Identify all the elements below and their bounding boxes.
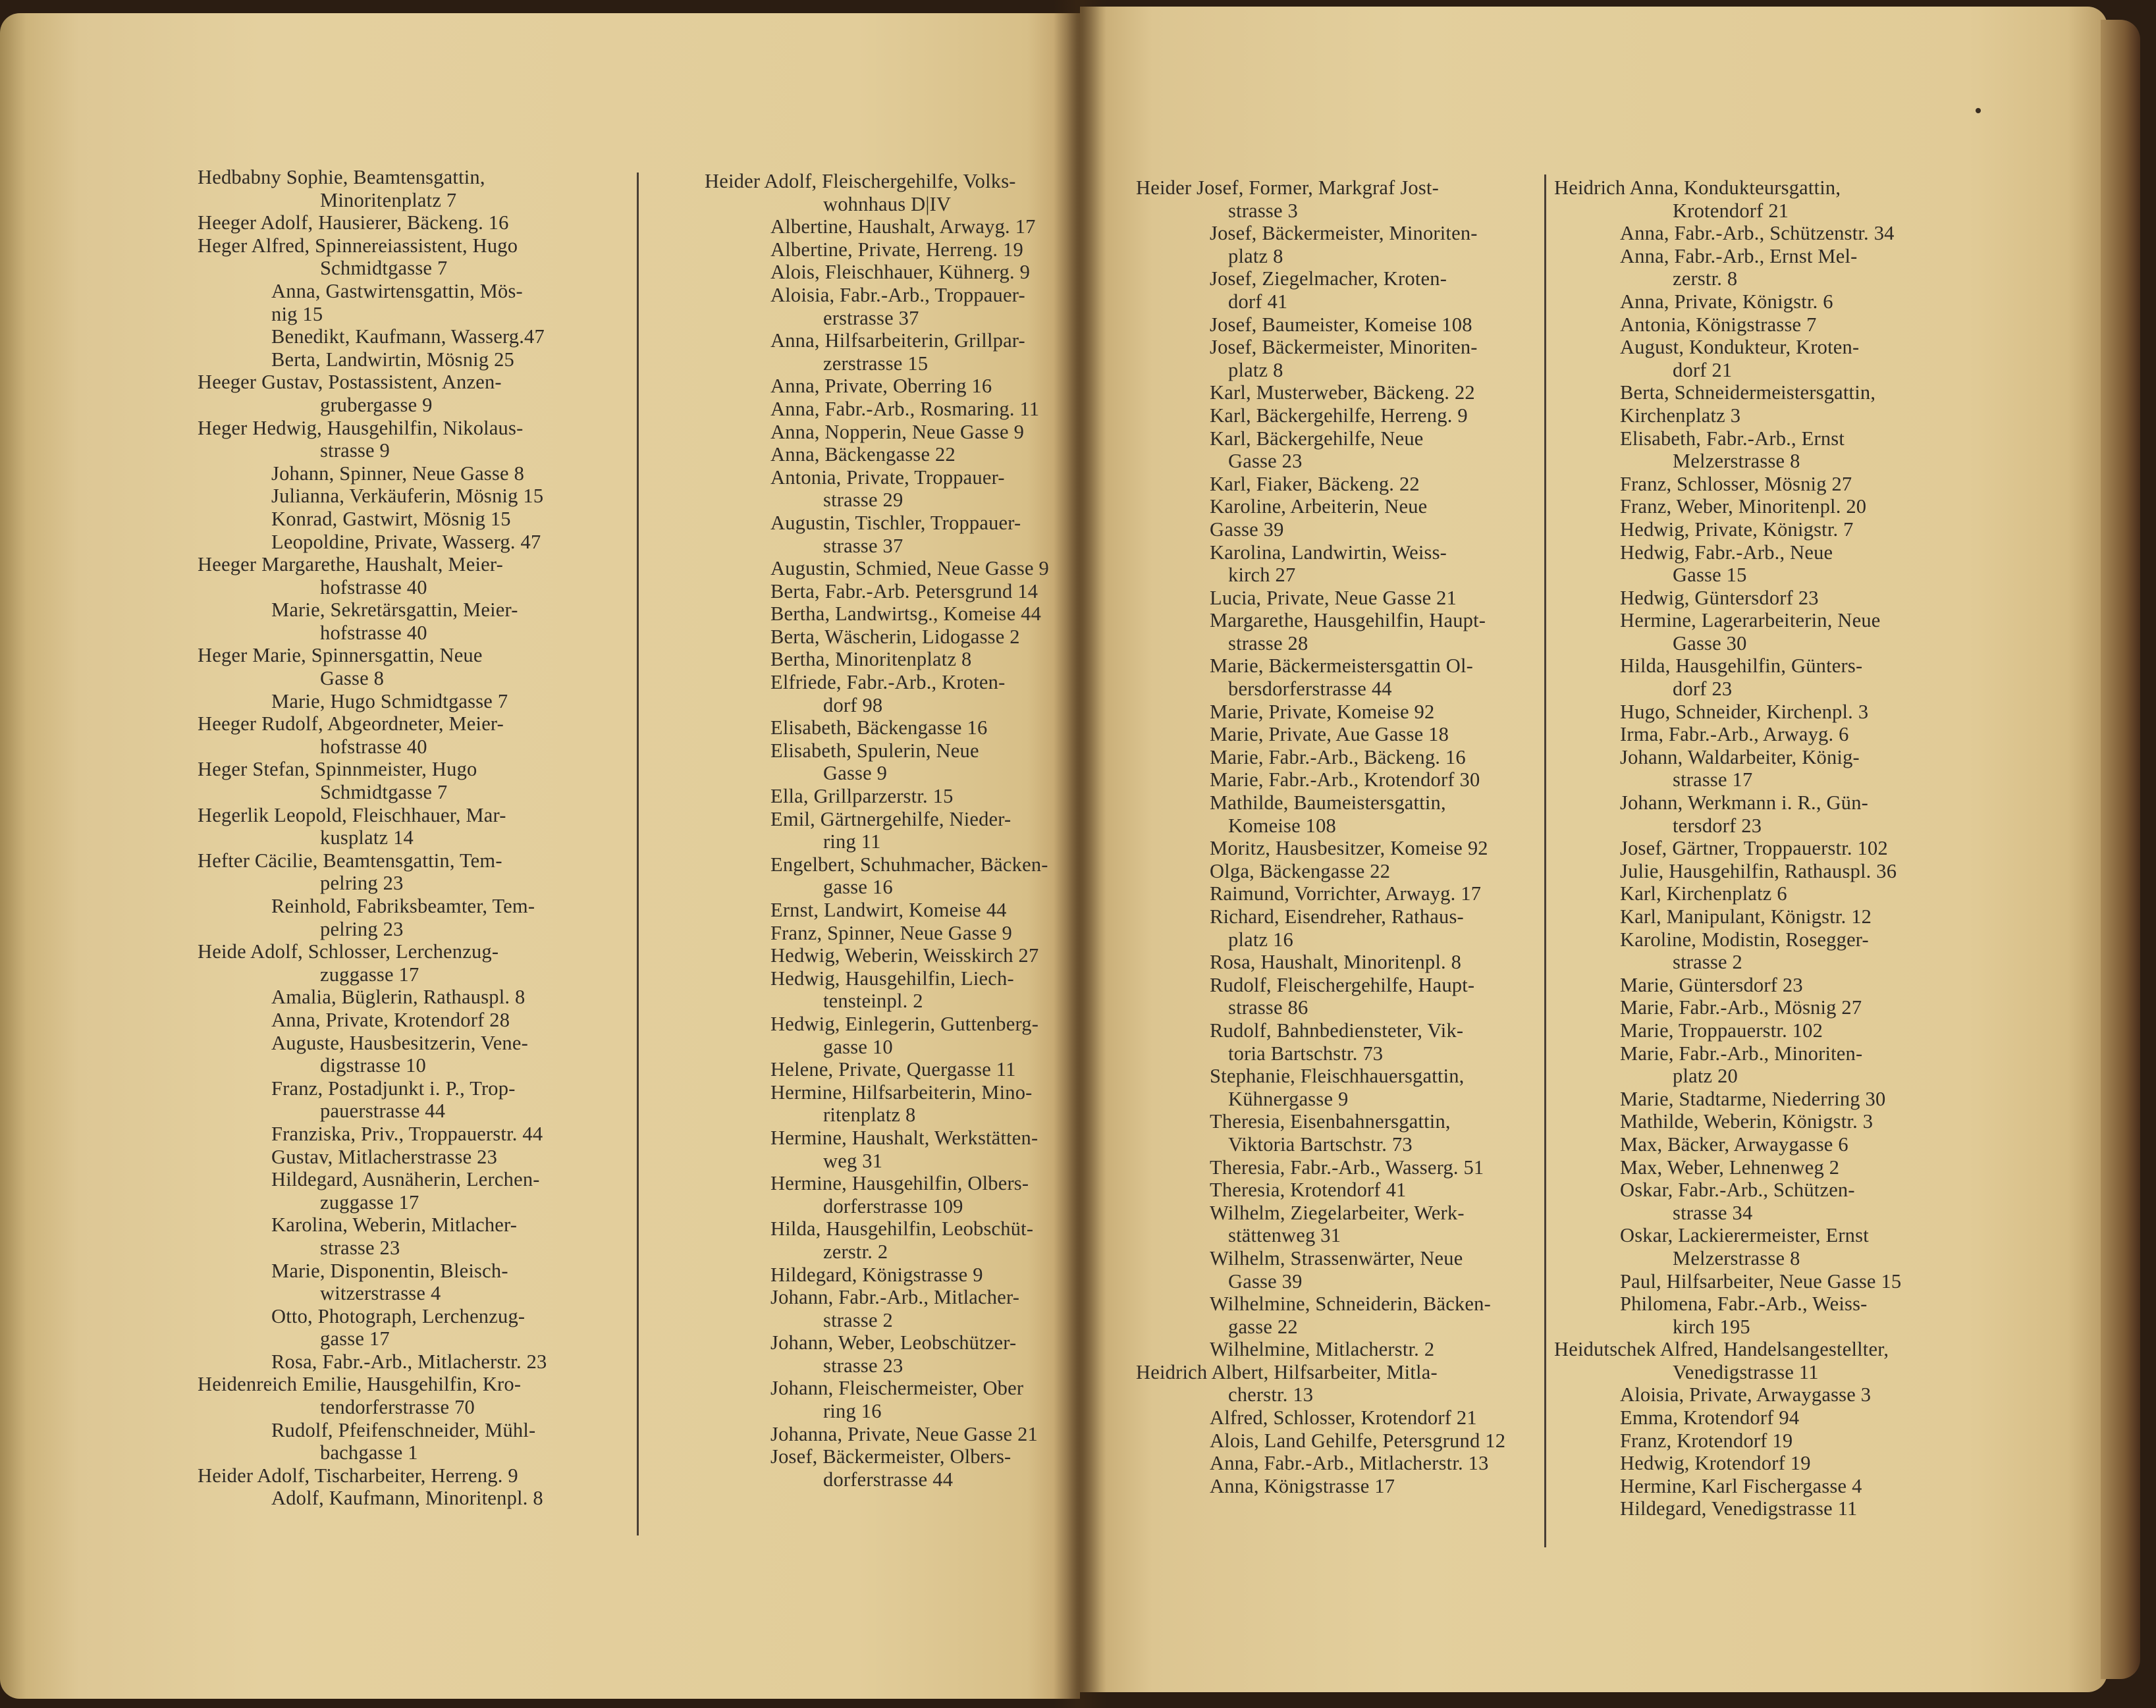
directory-sub-entry: Marie, Private, Aue Gasse 18 [1210,723,1449,746]
directory-sub-entry: Karl, Manipulant, Königstr. 12 [1620,905,1872,928]
directory-entry-continuation: wohnhaus D|IV [823,192,952,215]
directory-sub-entry: Karl, Bäckergehilfe, Herreng. 9 [1210,404,1468,427]
directory-sub-entry: Aloisia, Private, Arwaygasse 3 [1620,1383,1872,1406]
directory-sub-entry: Marie, Fabr.-Arb., Minoriten- [1620,1042,1863,1065]
directory-entry: Heger Alfred, Spinnereiassistent, Hugo [198,234,518,257]
directory-entry-continuation: tendorferstrasse 70 [320,1396,475,1419]
directory-entry: Hefter Cäcilie, Beamtensgattin, Tem- [198,849,502,872]
directory-sub-entry: Marie, Troppauerstr. 102 [1620,1019,1823,1042]
directory-entry-continuation: gasse 22 [1228,1315,1298,1338]
directory-sub-entry: Josef, Bäckermeister, Olbers- [770,1445,1011,1468]
directory-entry: Heider Josef, Former, Markgraf Jost- [1136,176,1439,199]
directory-sub-entry: Rudolf, Bahnbediensteter, Vik- [1210,1019,1464,1042]
directory-entry: Heider Adolf, Tischarbeiter, Herreng. 9 [198,1464,518,1487]
directory-entry-continuation: dorferstrasse 109 [823,1194,963,1217]
directory-entry-continuation: zerstr. 2 [823,1240,888,1263]
directory-sub-entry: Hedwig, Fabr.-Arb., Neue [1620,541,1833,564]
directory-sub-entry: Marie, Sekretärsgattin, Meier- [271,599,518,622]
directory-sub-entry: Anna, Fabr.-Arb., Ernst Mel- [1620,244,1858,267]
directory-sub-entry: Julie, Hausgehilfin, Rathauspl. 36 [1620,859,1897,882]
directory-entry: Heger Stefan, Spinnmeister, Hugo [198,758,477,781]
directory-sub-entry: Marie, Stadtarme, Niederring 30 [1620,1087,1886,1110]
directory-sub-entry: Berta, Schneidermeistersgattin, [1620,381,1876,404]
directory-sub-entry: Franz, Weber, Minoritenpl. 20 [1620,495,1867,518]
directory-sub-entry: Hildegard, Königstrasse 9 [770,1263,983,1286]
directory-entry-continuation: tersdorf 23 [1673,814,1762,837]
directory-sub-entry: Philomena, Fabr.-Arb., Weiss- [1620,1293,1868,1316]
directory-entry-continuation: dorf 21 [1673,358,1733,381]
directory-sub-entry: Ella, Grillparzerstr. 15 [770,785,954,808]
directory-entry-continuation: bachgasse 1 [320,1441,418,1464]
directory-sub-entry: Hildegard, Ausnäherin, Lerchen- [271,1168,540,1191]
directory-entry-continuation: kirch 195 [1673,1315,1750,1338]
directory-sub-entry: Albertine, Private, Herreng. 19 [770,238,1023,261]
directory-sub-entry: Antonia, Königstrasse 7 [1620,313,1817,336]
book-spine [1054,0,1106,1708]
directory-sub-entry: Hermine, Hilfsarbeiterin, Mino- [770,1081,1033,1104]
directory-entry-continuation: bersdorferstrasse 44 [1228,678,1392,701]
directory-column-1 [198,166,619,1510]
directory-sub-entry: Rosa, Haushalt, Minoritenpl. 8 [1210,951,1462,974]
directory-entry-continuation: Gasse 9 [823,762,888,785]
directory-entry-continuation: strasse 9 [320,439,390,462]
directory-entry-continuation: hofstrasse 40 [320,621,427,644]
directory-sub-entry: Marie, Fabr.-Arb., Krotendorf 30 [1210,768,1480,791]
directory-sub-entry: Marie, Disponentin, Bleisch- [271,1259,508,1282]
directory-sub-entry: Amalia, Büglerin, Rathauspl. 8 [271,986,526,1009]
directory-sub-entry: Anna, Hilfsarbeiterin, Grillpar- [770,329,1025,352]
directory-sub-entry: Max, Bäcker, Arwaygasse 6 [1620,1133,1848,1156]
directory-sub-entry: Alfred, Schlosser, Krotendorf 21 [1210,1406,1477,1429]
directory-sub-entry: Aloisia, Fabr.-Arb., Troppauer- [770,283,1025,306]
directory-sub-entry: Augustin, Tischler, Troppauer- [770,511,1021,534]
directory-sub-entry: Johann, Weber, Leobschützer- [770,1331,1017,1354]
directory-sub-entry: Reinhold, Fabriksbeamter, Tem- [271,895,535,917]
directory-entry-continuation: platz 16 [1228,928,1293,951]
directory-sub-entry: Johann, Fleischermeister, Ober [770,1377,1024,1400]
directory-entry-continuation: pelring 23 [320,917,404,940]
directory-entry-continuation: weg 31 [823,1149,883,1172]
directory-sub-entry: Hedwig, Krotendorf 19 [1620,1452,1811,1475]
directory-sub-entry: Hilda, Hausgehilfin, Leobschüt- [770,1217,1034,1241]
directory-sub-entry: Gustav, Mitlacherstrasse 23 [271,1145,498,1168]
directory-column-3 [1136,176,1531,1497]
directory-sub-entry: Alois, Fleischhauer, Kühnerg. 9 [770,261,1031,284]
directory-sub-entry: Josef, Bäckermeister, Minoriten- [1210,336,1478,359]
directory-entry-continuation: strasse 28 [1228,631,1308,654]
directory-entry: Heeger Adolf, Hausierer, Bäckeng. 16 [198,211,509,234]
directory-entry-continuation: Gasse 30 [1673,631,1747,654]
directory-sub-entry: Emil, Gärtnergehilfe, Nieder- [770,807,1011,830]
directory-entry: Heeger Gustav, Postassistent, Anzen- [198,371,502,394]
directory-entry-continuation: ring 11 [823,830,881,853]
directory-sub-entry: Berta, Wäscherin, Lidogasse 2 [770,625,1020,648]
directory-entry-continuation: grubergasse 9 [320,393,433,416]
directory-sub-entry: Josef, Ziegelmacher, Kroten- [1210,267,1447,290]
directory-sub-entry: Johann, Spinner, Neue Gasse 8 [271,462,525,485]
directory-entry: Heide Adolf, Schlosser, Lerchenzug- [198,940,499,963]
directory-sub-entry: nig 15 [271,302,323,325]
directory-entry: Heidenreich Emilie, Hausgehilfin, Kro- [198,1373,522,1396]
directory-entry-continuation: ring 16 [823,1400,882,1423]
directory-entry-continuation: zerstr. 8 [1673,267,1738,290]
directory-sub-entry: Anna, Königstrasse 17 [1210,1474,1395,1497]
directory-sub-entry: Irma, Fabr.-Arb., Arwayg. 6 [1620,723,1849,746]
directory-entry-continuation: Viktoria Bartschstr. 73 [1228,1133,1413,1156]
directory-entry-continuation: witzerstrasse 4 [320,1282,441,1305]
directory-entry: Heider Adolf, Fleischergehilfe, Volks- [705,170,1016,192]
directory-entry-continuation: toria Bartschstr. 73 [1228,1042,1384,1065]
directory-sub-entry: Moritz, Hausbesitzer, Komeise 92 [1210,837,1488,860]
directory-entry-continuation: Minoritenplatz 7 [320,188,457,211]
directory-sub-entry: Hedwig, Private, Königstr. 7 [1620,518,1854,541]
directory-sub-entry: Margarethe, Hausgehilfin, Haupt- [1210,609,1486,632]
directory-sub-entry: Theresia, Fabr.-Arb., Wasserg. 51 [1210,1156,1484,1179]
directory-sub-entry: Wilhelm, Strassenwärter, Neue [1210,1246,1463,1269]
directory-sub-entry: Alois, Land Gehilfe, Petersgrund 12 [1210,1429,1506,1452]
directory-entry-continuation: dorferstrasse 44 [823,1468,954,1491]
directory-entry-continuation: Gasse 39 [1228,1269,1303,1293]
directory-sub-entry: Elisabeth, Bäckengasse 16 [770,716,988,739]
directory-sub-entry: Oskar, Fabr.-Arb., Schützen- [1620,1179,1855,1202]
directory-entry: Hedbabny Sophie, Beamtensgattin, [198,166,485,188]
directory-entry-continuation: kusplatz 14 [320,826,414,849]
directory-sub-entry: Raimund, Vorrichter, Arwayg. 17 [1210,882,1482,905]
directory-sub-entry: Hermine, Lagerarbeiterin, Neue [1620,609,1881,632]
directory-entry-continuation: strasse 3 [1228,199,1298,222]
directory-entry-continuation: dorf 23 [1673,678,1733,701]
directory-entry-continuation: strasse 17 [1673,768,1753,791]
directory-sub-entry: Hedwig, Einlegerin, Guttenberg- [770,1012,1039,1035]
directory-sub-entry: Albertine, Haushalt, Arwayg. 17 [770,215,1036,238]
directory-sub-entry: Josef, Gärtner, Troppauerstr. 102 [1620,837,1888,860]
directory-sub-entry: Marie, Bäckermeistersgattin Ol- [1210,654,1474,678]
directory-sub-entry: Franziska, Priv., Troppauerstr. 44 [271,1122,543,1145]
directory-entry-continuation: strasse 23 [320,1236,400,1259]
directory-sub-entry: Oskar, Lackierermeister, Ernst [1620,1224,1869,1247]
directory-sub-entry: Paul, Hilfsarbeiter, Neue Gasse 15 [1620,1269,1902,1293]
directory-entry-continuation: gasse 17 [320,1327,390,1350]
directory-sub-entry: Marie, Hugo Schmidtgasse 7 [271,689,508,712]
directory-sub-entry: Franz, Postadjunkt i. P., Trop- [271,1077,516,1100]
directory-sub-entry: Olga, Bäckengasse 22 [1210,859,1391,882]
directory-sub-entry: Berta, Fabr.-Arb. Petersgrund 14 [770,579,1038,602]
directory-sub-entry: Rudolf, Pfeifenschneider, Mühl- [271,1418,536,1441]
directory-sub-entry: Hugo, Schneider, Kirchenpl. 3 [1620,700,1869,723]
directory-sub-entry: Augustin, Schmied, Neue Gasse 9 [770,557,1049,580]
directory-sub-entry: Marie, Güntersdorf 23 [1620,973,1803,996]
directory-entry-continuation: cherstr. 13 [1228,1383,1314,1406]
directory-entry-continuation: stättenweg 31 [1228,1224,1341,1247]
directory-entry: Heidrich Anna, Kondukteursgattin, [1554,176,1841,199]
directory-sub-entry: Hedwig, Weberin, Weisskirch 27 [770,944,1039,967]
directory-sub-entry: Franz, Spinner, Neue Gasse 9 [770,921,1012,944]
directory-sub-entry: Wilhelmine, Schneiderin, Bäcken- [1210,1293,1491,1316]
directory-entry-continuation: Schmidtgasse 7 [320,781,448,804]
directory-sub-entry: Anna, Fabr.-Arb., Rosmaring. 11 [770,397,1040,420]
directory-sub-entry: Richard, Eisendreher, Rathaus- [1210,905,1464,928]
directory-sub-entry: Ernst, Landwirt, Komeise 44 [770,899,1007,921]
directory-sub-entry: Theresia, Eisenbahnersgattin, [1210,1110,1451,1133]
directory-sub-entry: Berta, Landwirtin, Mösnig 25 [271,348,515,371]
directory-sub-entry: Anna, Private, Krotendorf 28 [271,1008,510,1031]
directory-sub-entry: Hedwig, Güntersdorf 23 [1620,586,1819,609]
directory-entry-continuation: Melzerstrasse 8 [1673,450,1800,473]
directory-sub-entry: Mathilde, Baumeistersgattin, [1210,791,1446,814]
directory-sub-entry: Karl, Bäckergehilfe, Neue [1210,427,1424,450]
directory-entry-continuation: zuggasse 17 [320,1190,419,1214]
directory-sub-entry: Elfriede, Fabr.-Arb., Kroten- [770,671,1006,694]
directory-entry: Heeger Rudolf, Abgeordneter, Meier- [198,712,504,735]
directory-entry-continuation: strasse 86 [1228,996,1308,1019]
directory-entry-continuation: strasse 29 [823,489,903,512]
directory-sub-entry: Antonia, Private, Troppauer- [770,466,1005,489]
directory-entry-continuation: hofstrasse 40 [320,575,427,599]
directory-sub-entry: Anna, Fabr.-Arb., Schützenstr. 34 [1620,222,1895,245]
directory-sub-entry: Marie, Private, Komeise 92 [1210,700,1435,723]
directory-entry-continuation: pauerstrasse 44 [320,1100,446,1123]
directory-sub-entry: Mathilde, Weberin, Königstr. 3 [1620,1110,1873,1133]
directory-sub-entry: Johann, Werkmann i. R., Gün- [1620,791,1869,814]
directory-sub-entry: Johanna, Private, Neue Gasse 21 [770,1422,1038,1445]
directory-sub-entry: Helene, Private, Quergasse 11 [770,1058,1016,1081]
directory-entry-continuation: Gasse 23 [1228,450,1303,473]
directory-sub-entry: Hermine, Haushalt, Werkstätten- [770,1126,1038,1149]
directory-entry-continuation: Krotendorf 21 [1673,199,1789,222]
directory-entry-continuation: strasse 37 [823,534,903,557]
column-divider-left [637,173,639,1535]
directory-sub-entry: August, Kondukteur, Kroten- [1620,336,1860,359]
book-cover-edge [2101,20,2140,1679]
directory-entry-continuation: platz 8 [1228,244,1283,267]
directory-sub-entry: Bertha, Landwirtsg., Komeise 44 [770,602,1042,626]
directory-sub-entry: Marie, Fabr.-Arb., Mösnig 27 [1620,996,1862,1019]
directory-entry: Hegerlik Leopold, Fleischhauer, Mar- [198,803,506,826]
directory-entry-continuation: strasse 2 [823,1308,893,1331]
directory-sub-entry: Karl, Musterweber, Bäckeng. 22 [1210,381,1475,404]
directory-column-4 [1554,176,1976,1520]
directory-sub-entry: Otto, Photograph, Lerchenzug- [271,1304,526,1327]
directory-entry-continuation: strasse 34 [1673,1201,1753,1224]
directory-sub-entry: Julianna, Verkäuferin, Mösnig 15 [271,485,544,508]
directory-entry-continuation: Gasse 15 [1673,564,1747,587]
directory-sub-entry: Leopoldine, Private, Wasserg. 47 [271,530,541,553]
directory-entry-continuation: dorf 98 [823,693,883,716]
directory-entry-continuation: tensteinpl. 2 [823,990,923,1013]
directory-sub-entry: Emma, Krotendorf 94 [1620,1406,1800,1429]
directory-entry-continuation: zerstrasse 15 [823,352,929,375]
directory-entry-continuation: dorf 41 [1228,290,1288,313]
directory-column-2 [705,170,1060,1491]
directory-entry-continuation: platz 20 [1673,1065,1738,1088]
directory-sub-entry: Bertha, Minoritenplatz 8 [770,648,972,671]
directory-sub-entry: Benedikt, Kaufmann, Wasserg.47 [271,325,545,348]
directory-sub-entry: Anna, Fabr.-Arb., Mitlacherstr. 13 [1210,1452,1489,1475]
directory-entry-continuation: pelring 23 [320,872,404,895]
directory-sub-entry: Wilhelmine, Mitlacherstr. 2 [1210,1338,1435,1361]
directory-entry-continuation: Gasse 8 [320,667,385,690]
directory-entry-continuation: kirch 27 [1228,564,1296,587]
directory-sub-entry: Johann, Waldarbeiter, König- [1620,745,1860,768]
directory-entry-continuation: Schmidtgasse 7 [320,257,448,280]
directory-sub-entry: Josef, Bäckermeister, Minoriten- [1210,222,1478,245]
directory-entry-continuation: platz 8 [1228,358,1283,381]
directory-entry-continuation: zuggasse 17 [320,963,419,986]
directory-entry-continuation: strasse 23 [823,1354,903,1377]
directory-sub-entry: Johann, Fabr.-Arb., Mitlacher- [770,1286,1020,1309]
directory-sub-entry: Anna, Bäckengasse 22 [770,443,956,466]
directory-sub-entry: Elisabeth, Spulerin, Neue [770,739,979,762]
column-divider-right [1544,174,1546,1547]
directory-entry-continuation: gasse 10 [823,1035,893,1058]
directory-entry: Heger Hedwig, Hausgehilfin, Nikolaus- [198,416,524,439]
directory-sub-entry: Karolina, Weberin, Mitlacher- [271,1214,518,1237]
directory-sub-entry: Karoline, Modistin, Rosegger- [1620,928,1869,951]
directory-entry-continuation: Venedigstrasse 11 [1673,1360,1819,1383]
directory-sub-entry: Hermine, Hausgehilfin, Olbers- [770,1172,1029,1195]
directory-sub-entry: Marie, Fabr.-Arb., Bäckeng. 16 [1210,745,1466,768]
directory-sub-entry: Karolina, Landwirtin, Weiss- [1210,541,1447,564]
directory-sub-entry: Hilda, Hausgehilfin, Günters- [1620,654,1863,678]
directory-entry-continuation: Kühnergasse 9 [1228,1087,1349,1110]
directory-sub-entry: Wilhelm, Ziegelarbeiter, Werk- [1210,1201,1465,1224]
directory-sub-entry: Franz, Schlosser, Mösnig 27 [1620,472,1852,495]
directory-entry-continuation: gasse 16 [823,876,893,899]
directory-sub-entry: Adolf, Kaufmann, Minoritenpl. 8 [271,1487,543,1510]
directory-sub-entry: Konrad, Gastwirt, Mösnig 15 [271,507,511,530]
directory-sub-entry: Franz, Krotendorf 19 [1620,1429,1793,1452]
directory-sub-entry: Gasse 39 [1210,518,1284,541]
directory-sub-entry: Hermine, Karl Fischergasse 4 [1620,1474,1862,1497]
directory-sub-entry: Max, Weber, Lehnenweg 2 [1620,1156,1840,1179]
directory-sub-entry: Anna, Nopperin, Neue Gasse 9 [770,420,1025,443]
directory-entry-continuation: strasse 2 [1673,951,1742,974]
directory-entry-continuation: Komeise 108 [1228,814,1336,837]
directory-sub-entry: Anna, Gastwirtensgattin, Mös- [271,279,523,302]
directory-entry: Heidrich Albert, Hilfsarbeiter, Mitla- [1136,1360,1438,1383]
directory-sub-entry: Elisabeth, Fabr.-Arb., Ernst [1620,427,1845,450]
directory-sub-entry: Stephanie, Fleischhauersgattin, [1210,1065,1465,1088]
directory-sub-entry: Engelbert, Schuhmacher, Bäcken- [770,853,1048,876]
ink-speck [1976,108,1981,113]
directory-sub-entry: Hedwig, Hausgehilfin, Liech- [770,967,1014,990]
directory-entry-continuation: hofstrasse 40 [320,735,427,758]
directory-sub-entry: Auguste, Hausbesitzerin, Vene- [271,1031,528,1054]
directory-sub-entry: Theresia, Krotendorf 41 [1210,1179,1407,1202]
directory-sub-entry: Rudolf, Fleischergehilfe, Haupt- [1210,973,1475,996]
directory-sub-entry: Lucia, Private, Neue Gasse 21 [1210,586,1457,609]
directory-sub-entry: Karoline, Arbeiterin, Neue [1210,495,1428,518]
directory-sub-entry: Anna, Private, Königstr. 6 [1620,290,1833,313]
directory-entry-continuation: digstrasse 10 [320,1054,427,1077]
directory-entry: Heeger Margarethe, Haushalt, Meier- [198,553,503,576]
directory-entry: Heger Marie, Spinnersgattin, Neue [198,644,483,667]
directory-sub-entry: Anna, Private, Oberring 16 [770,375,992,398]
directory-sub-entry: Josef, Baumeister, Komeise 108 [1210,313,1472,336]
directory-entry-continuation: Melzerstrasse 8 [1673,1246,1800,1269]
directory-sub-entry: Rosa, Fabr.-Arb., Mitlacherstr. 23 [271,1350,547,1373]
directory-sub-entry: Karl, Kirchenplatz 6 [1620,882,1787,905]
directory-entry-continuation: ritenplatz 8 [823,1104,916,1127]
directory-entry-continuation: erstrasse 37 [823,306,919,329]
directory-sub-entry: Kirchenplatz 3 [1620,404,1741,427]
directory-entry: Heidutschek Alfred, Handelsangestellter, [1554,1338,1889,1361]
directory-sub-entry: Karl, Fiaker, Bäckeng. 22 [1210,472,1420,495]
directory-sub-entry: Hildegard, Venedigstrasse 11 [1620,1497,1858,1520]
